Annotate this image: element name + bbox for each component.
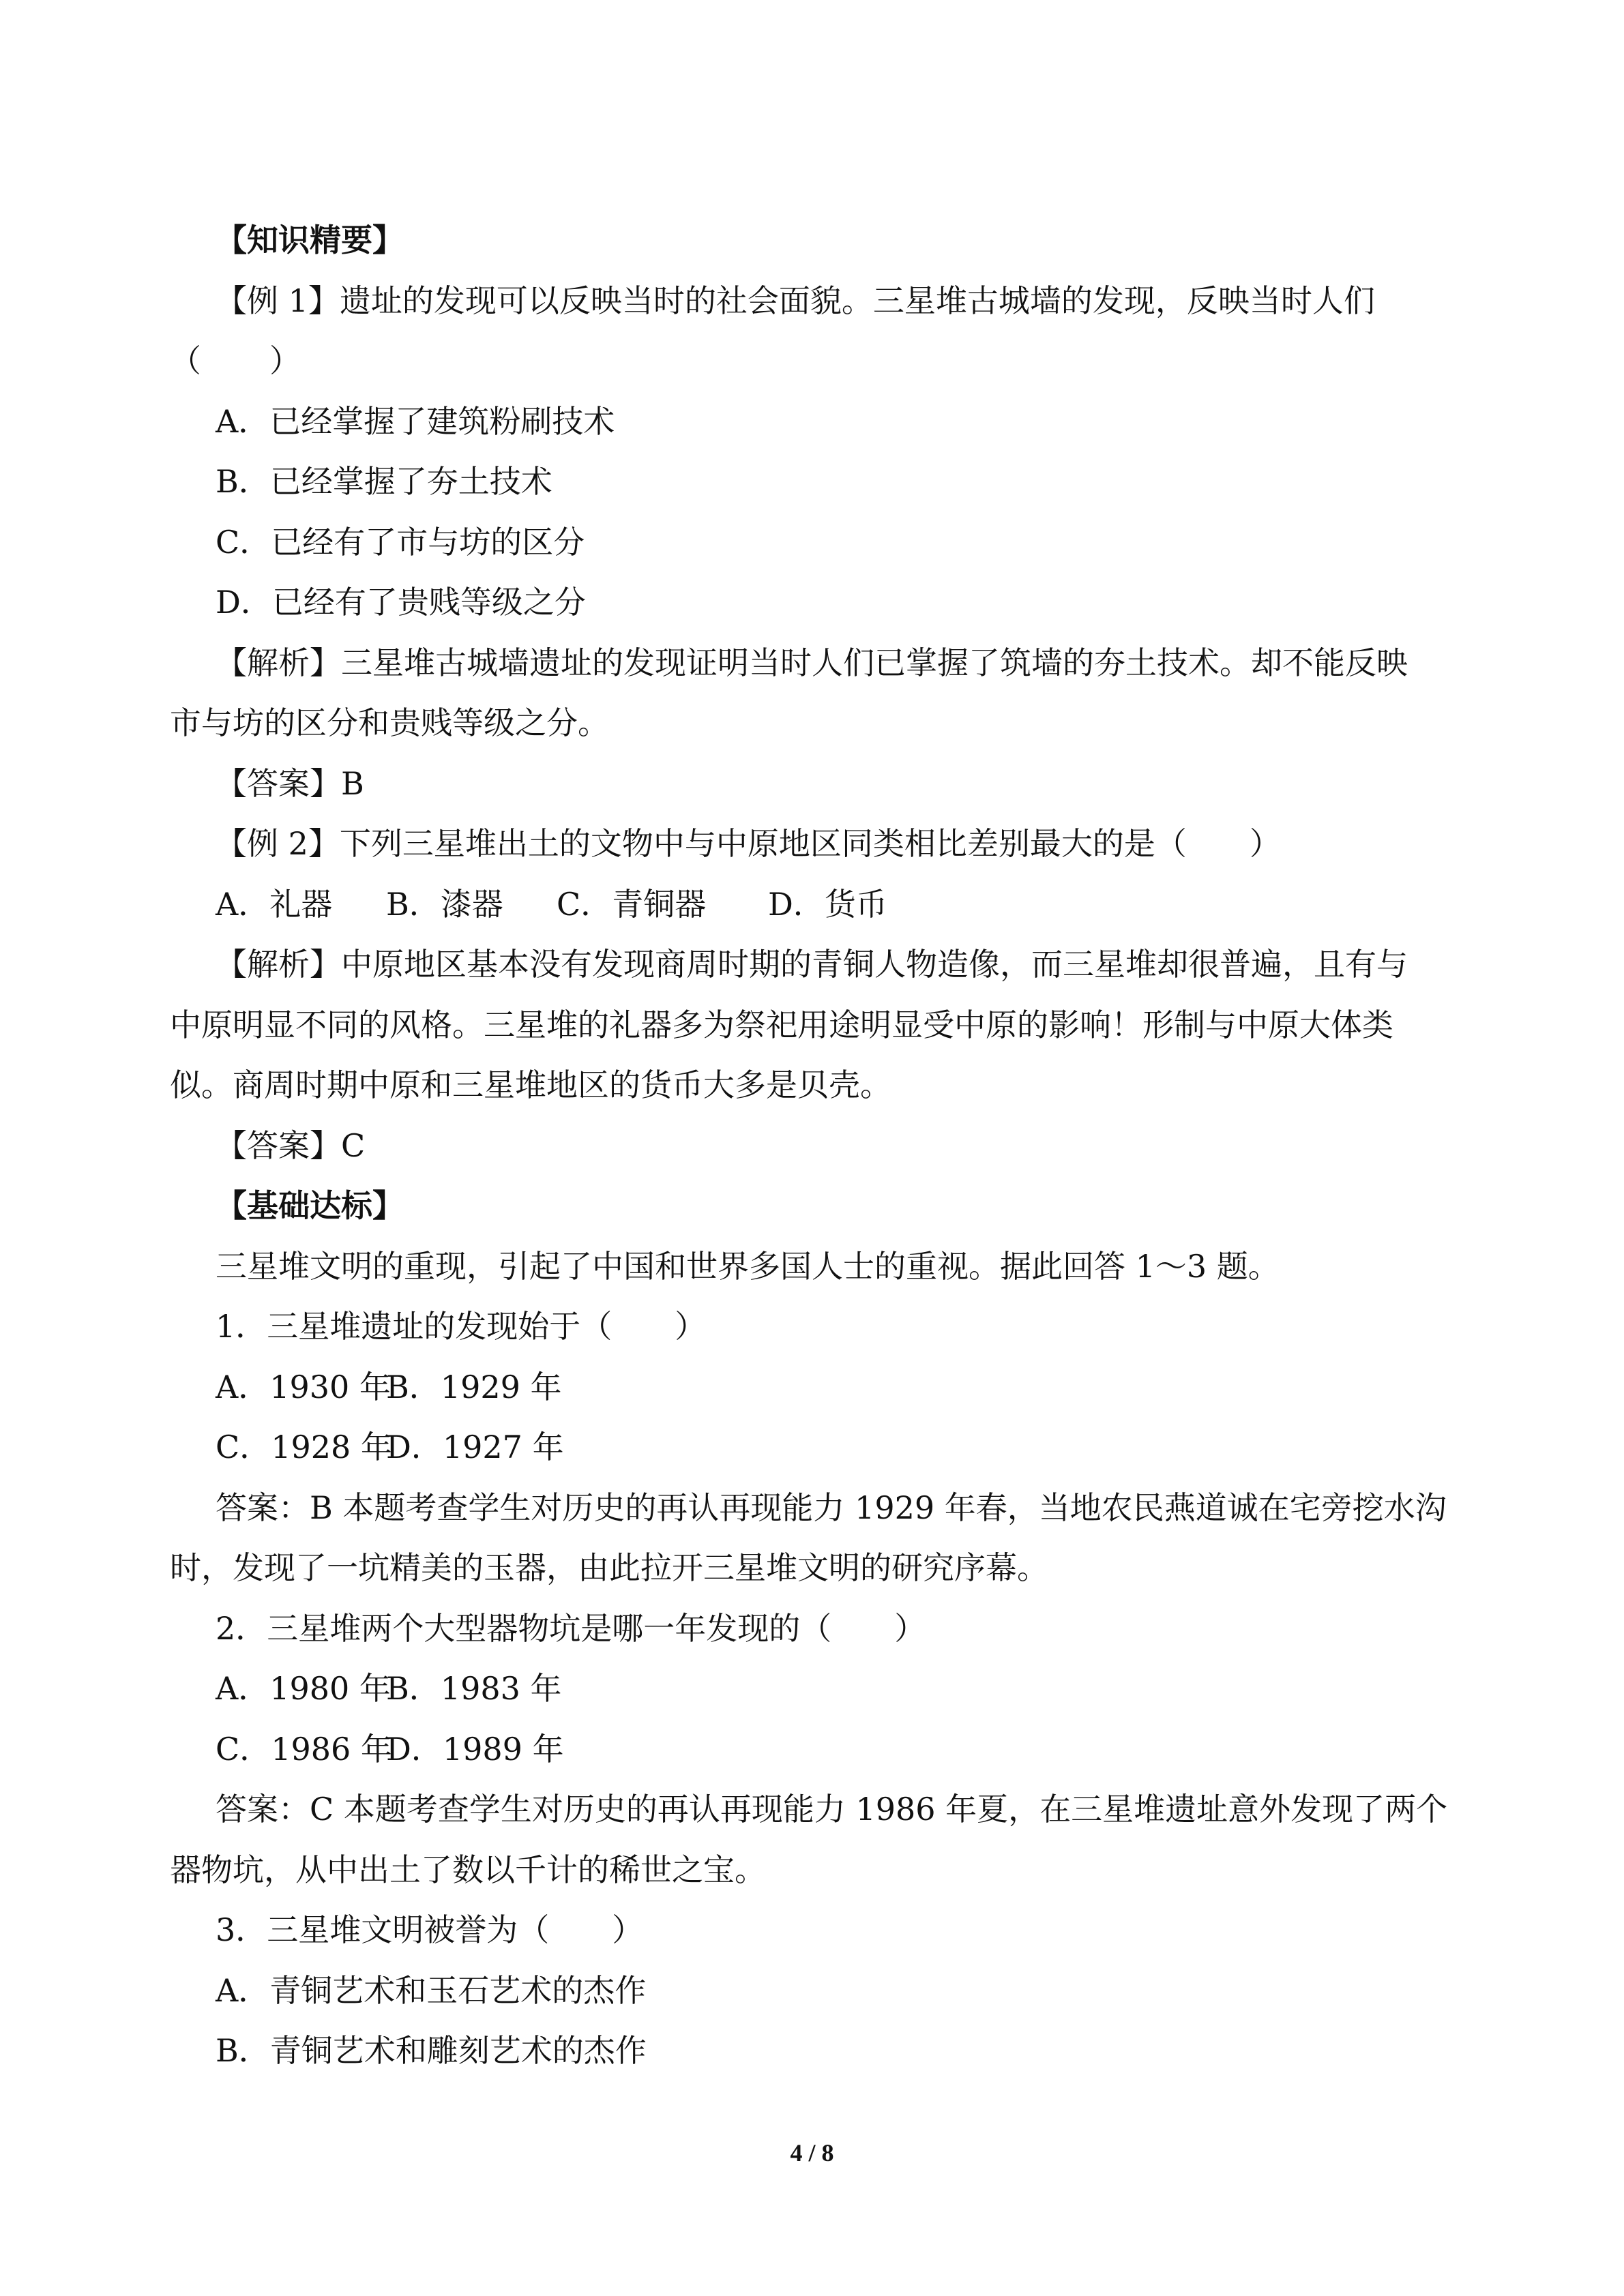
q2-option-a: A．1980 年 <box>216 1670 391 1707</box>
example2-question: 【例 2】下列三星堆出土的文物中与中原地区同类相比差别最大的是（ ） <box>216 825 1281 862</box>
q1-option-b: B．1929 年 <box>386 1368 562 1405</box>
q2-options-row-2 <box>216 1719 1443 1780</box>
q1-options-row-1 <box>216 1357 1443 1418</box>
example1-analysis-cont: 市与坊的区分和贵贱等级之分。 <box>170 704 609 741</box>
example2-option-c: C．青铜器 <box>557 885 707 923</box>
q3-question: 3．三星堆文明被誉为（ ） <box>216 1911 644 1948</box>
bracket-close: ） <box>269 342 301 379</box>
q1-answer-cont: 时，发现了一坑精美的玉器，由此拉开三星堆文明的研究序幕。 <box>170 1549 1048 1586</box>
q1-question: 1．三星堆遗址的发现始于（ ） <box>216 1308 707 1345</box>
example2-option-d: D．货币 <box>768 885 887 923</box>
example1-option-d: D．已经有了贵贱等级之分 <box>216 584 586 621</box>
q3-option-b: B．青铜艺术和雕刻艺术的杰作 <box>216 2032 647 2069</box>
q2-option-c: C．1986 年 <box>216 1730 392 1768</box>
example2-analysis-cont-1: 中原明显不同的风格。三星堆的礼器多为祭祀用途明显受中原的影响！形制与中原大体类 <box>170 1006 1393 1043</box>
example1-question: 【例 1】遗址的发现可以反映当时的社会面貌。三星堆古城墙的发现，反映当时人们 <box>216 282 1375 319</box>
example2-option-a: A．礼器 <box>216 885 333 923</box>
q3-option-a: A．青铜艺术和玉石艺术的杰作 <box>216 1971 647 2009</box>
example2-answer: 【答案】C <box>216 1127 366 1164</box>
q2-option-b: B．1983 年 <box>386 1670 562 1707</box>
q1-option-a: A．1930 年 <box>216 1368 391 1405</box>
section-title-knowledge: 【知识精要】 <box>216 222 404 258</box>
q1-options-row-2 <box>216 1417 1443 1478</box>
q2-options-row-1 <box>216 1658 1443 1719</box>
page-content <box>170 210 1448 2081</box>
example1-option-a: A．已经掌握了建筑粉刷技术 <box>216 402 615 440</box>
q2-answer: 答案：C 本题考查学生对历史的再认再现能力 1986 年夏，在三星堆遗址意外发现了两个 <box>216 1791 1448 1828</box>
q2-answer-cont: 器物坑，从中出土了数以千计的稀世之宝。 <box>170 1851 766 1888</box>
q2-question: 2．三星堆两个大型器物坑是哪一年发现的（ ） <box>216 1609 926 1647</box>
section-title-basic: 【基础达标】 <box>216 1187 404 1224</box>
example1-option-b: B．已经掌握了夯土技术 <box>216 463 552 500</box>
example2-option-b: B．漆器 <box>386 885 503 923</box>
example2-options <box>216 874 1443 935</box>
q2-option-d: D．1989 年 <box>386 1730 564 1768</box>
example1-answer: 【答案】B <box>216 764 364 802</box>
example1-option-c: C．已经有了市与坊的区分 <box>216 523 585 561</box>
example1-question-bracket <box>170 331 1443 391</box>
bracket-open: （ <box>170 342 201 379</box>
q1-option-c: C．1928 年 <box>216 1429 392 1465</box>
q1-answer: 答案：B 本题考查学生对历史的再认再现能力 1929 年春，当地农民燕道诚在宅旁挖水沟 <box>216 1489 1447 1526</box>
q1-option-d: D．1927 年 <box>386 1429 564 1465</box>
basic-intro: 三星堆文明的重现，引起了中国和世界多国人士的重视。据此回答 1～3 题。 <box>216 1247 1280 1285</box>
example1-analysis: 【解析】三星堆古城墙遗址的发现证明当时人们已掌握了筑墙的夯土技术。却不能反映 <box>216 644 1408 681</box>
example2-analysis-cont-2: 似。商周时期中原和三星堆地区的货币大多是贝壳。 <box>170 1067 891 1103</box>
page-number: 4 / 8 <box>790 2139 834 2166</box>
example2-analysis: 【解析】中原地区基本没有发现商周时期的青铜人物造像，而三星堆却很普遍，且有与 <box>216 946 1408 983</box>
